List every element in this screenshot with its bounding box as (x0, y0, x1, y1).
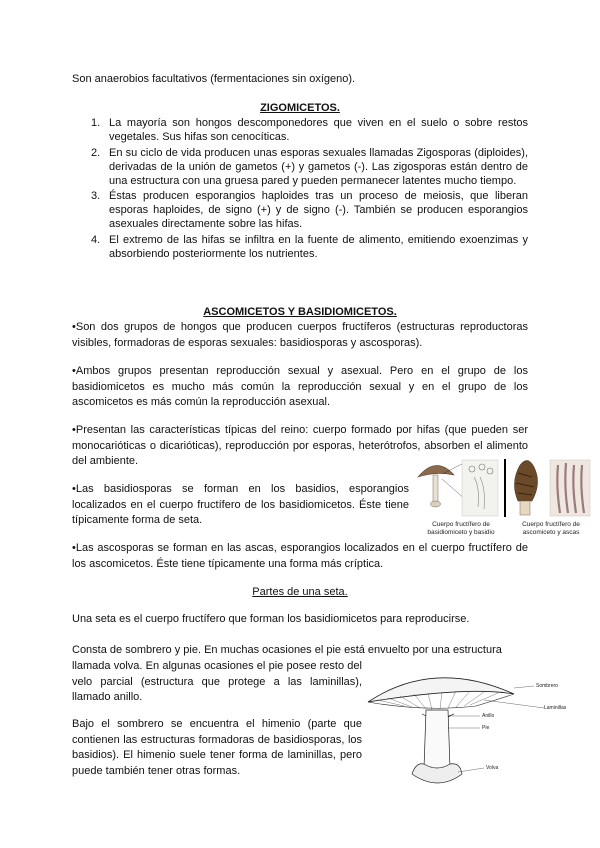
figure-caption-left: Cuerpo fructífero de basidiomiceto y basidio (427, 521, 495, 536)
label-laminillas: Laminillas (544, 705, 567, 711)
label-volva: Volva (486, 765, 499, 771)
basidiomycete-icon (418, 465, 454, 507)
asco-paragraph-3: •Presentan las características típicas del reino: cuerpo formado por hifas (que pueden ser monocarióticas o dicarióticas), reproducción por esporas, heterótrofos, absorben el alimento del ambiente. (72, 424, 528, 467)
list-item: 4. El extremo de las hifas se infiltra en la fuente de alimento, emitiendo exoenzimas y absorbiendo posteriormente los nutrientes. (91, 233, 528, 260)
label-pie: Pie (482, 725, 490, 731)
seta-paragraph-1: Una seta es el cuerpo fructífero que forman los basidiomicetos para reproducirse. (72, 613, 470, 625)
seta-title: Partes de una seta. (252, 586, 348, 598)
seta-paragraph-2b: llamada volva. En algunas ocasiones el pie posee resto del velo parcial (estructura que protege a las laminillas), llamado anillo. (72, 660, 362, 703)
asco-paragraph-1: •Son dos grupos de hongos que producen cuerpos fructíferos (estructuras reproductoras visibles, formadoras de esporas sexuales: basidiosporas y ascosporas). (72, 321, 528, 349)
mushroom-diagram (364, 664, 578, 794)
intro-line: Son anaerobios facultativos (fermentaciones sin oxígeno). (72, 73, 356, 85)
asci-icon (550, 460, 590, 516)
list-item: 1. La mayoría son hongos descomponedores que viven en el suelo o sobre restos vegetales. Sus hifas son cenocíticas. (91, 117, 528, 143)
asco-paragraph-2: •Ambos grupos presentan reproducción sexual y asexual. Pero en el grupo de los basidiomicetos es mucho más común la reproducción sexual y en el grupo de los ascomicetos es más común la reproducción asexual. (72, 365, 528, 408)
asco-paragraph-4: •Las basidiosporas se forman en los basidios, esporangios localizados en el cuerpo fructífero de los basidiomicetos. Éste tiene típicamente forma de seta. (72, 483, 409, 526)
asco-paragraph-5: •Las ascosporas se forman en las ascas, esporangios localizados en el cuerpo fructífero de los ascomicetos. Éste tiene típicamente una forma más críptica. (72, 542, 528, 570)
asco-title: ASCOMICETOS Y BASIDIOMICETOS. (203, 306, 397, 318)
list-item: 3. Éstas producen esporangios haploides tras un proceso de meiosis, que liberan esporas haploides, de signo (+) y de signo (-). También se producen esporangios asexuales directamente sobre las hifas. (91, 190, 528, 230)
fungi-illustration (414, 457, 594, 523)
basidium-icon (462, 460, 498, 516)
fungi-figure (414, 457, 594, 541)
label-anillo: Anillo (482, 713, 495, 719)
seta-paragraph-2a: Consta de sombrero y pie. En muchas ocasiones el pie está envuelto por una estructura (72, 644, 502, 656)
ascomycete-icon (514, 460, 537, 515)
label-sombrero: Sombrero (536, 683, 558, 689)
seta-paragraph-3: Bajo el sombrero se encuentra el himenio (parte que contienen las estructuras formadoras de basidiosporas, los basidios). El himenio suele tener forma de laminillas, pero puede también tener otras formas. (72, 718, 362, 777)
list-item: 2. En su ciclo de vida producen unas esporas sexuales llamadas Zigosporas (diploides), derivadas de la unión de gametos (+) y gametos (-). Las zigosporas están dentro de una estructura con una gruesa pared y pueden permanecer latentes mucho tiempo. (91, 146, 528, 187)
zygo-list (72, 116, 528, 262)
zygo-title: ZIGOMICETOS. (260, 102, 340, 114)
figure-caption-right: Cuerpo fructífero de ascomiceto y ascas (522, 521, 580, 536)
